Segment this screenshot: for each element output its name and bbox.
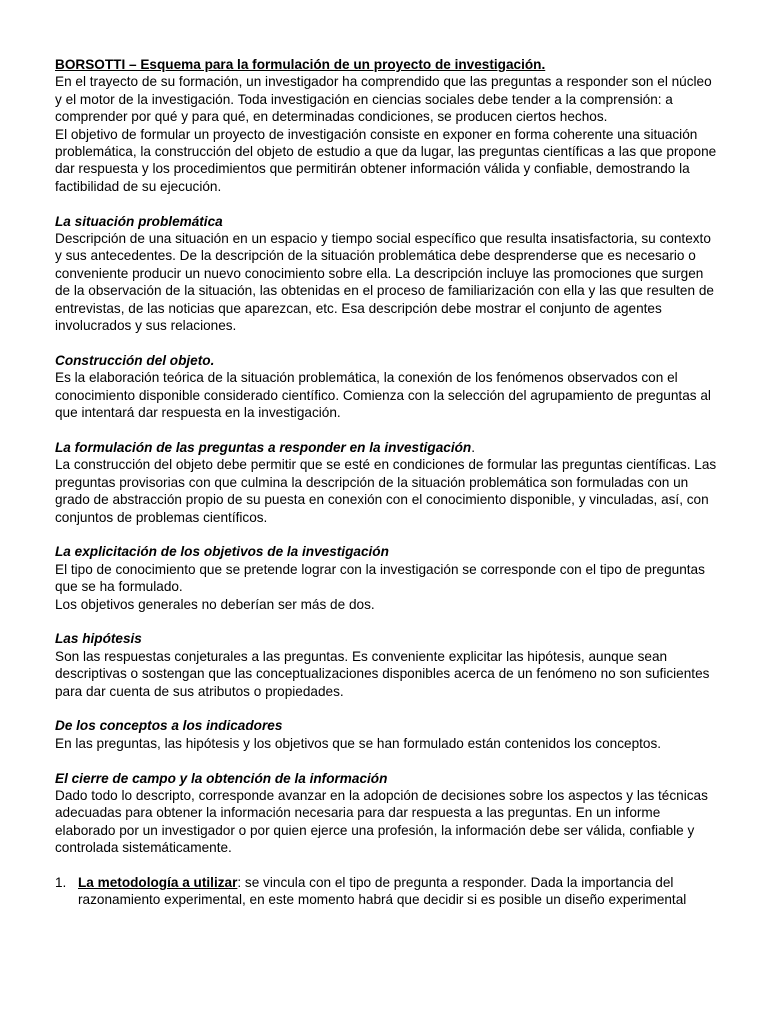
section-paragraph: La construcción del objeto debe permitir que se esté en condiciones de formular las preguntas científicas. Las preguntas provisorias con que culmina la descripción de la situación problemática son formuladas con un grado de abstracción propio de su puesta en conexión con el conocimiento disponible, y vinculadas, así, con conjuntos de problemas científicos. bbox=[55, 457, 717, 525]
spacer bbox=[55, 700, 720, 717]
document-page bbox=[55, 56, 720, 909]
spacer bbox=[55, 613, 720, 630]
section-heading: La explicitación de los objetivos de la investigación bbox=[55, 544, 389, 560]
section-paragraph: En las preguntas, las hipótesis y los objetivos que se han formulado están contenidos los conceptos. bbox=[55, 735, 662, 751]
section-paragraph: El tipo de conocimiento que se pretende lograr con la investigación se corresponde con el tipo de preguntas que se ha formulado. bbox=[55, 561, 705, 595]
list-item-label: La metodología a utilizar bbox=[78, 874, 238, 890]
section-hipotesis bbox=[55, 630, 720, 700]
section-construccion-objeto bbox=[55, 352, 720, 422]
spacer bbox=[55, 334, 720, 351]
spacer bbox=[55, 752, 720, 769]
list-item-text: : se vincula con el tipo de pregunta a responder. Dada la importancia del razonamiento experimental, en este momento habrá que decidir si es posible un diseño experimental bbox=[78, 874, 687, 908]
list-item-number: 1. bbox=[55, 874, 67, 890]
section-paragraph: Son las respuestas conjeturales a las preguntas. Es conveniente explicitar las hipótesis, aunque sean descriptivas o sostengan que las conceptualizaciones disponibles acerca de un fenómeno no son suficientes para dar cuenta de sus atributos o propiedades. bbox=[55, 648, 710, 699]
section-situacion-problematica bbox=[55, 213, 720, 335]
section-heading: La formulación de las preguntas a responder en la investigación. bbox=[55, 439, 476, 455]
document-title: BORSOTTI – Esquema para la formulación de un proyecto de investigación. bbox=[55, 57, 546, 72]
spacer bbox=[55, 857, 720, 874]
section-cierre-campo bbox=[55, 770, 720, 857]
section-heading: De los conceptos a los indicadores bbox=[55, 718, 283, 734]
intro-paragraph-2: El objetivo de formular un proyecto de investigación consiste en exponer en forma coherente una situación problemática, la construcción del objeto de estudio a que da lugar, las preguntas científicas a las que propone dar respuesta y los procedimientos que permitirán obtener información válida y confiable, demostrando la factibilidad de su ejecución. bbox=[55, 126, 717, 194]
section-paragraph: Es la elaboración teórica de la situación problemática, la conexión de los fenómenos observados con el conocimiento disponible considerado científico. Comienza con la selección del agrupamiento de preguntas al que intentará dar respuesta en la investigación. bbox=[55, 370, 711, 421]
section-formulacion-preguntas bbox=[55, 439, 720, 526]
section-objetivos bbox=[55, 543, 720, 613]
section-paragraph: Los objetivos generales no deberían ser más de dos. bbox=[55, 596, 375, 612]
section-paragraph: Descripción de una situación en un espacio y tiempo social específico que resulta insatisfactoria, su contexto y sus antecedentes. De la descripción de la situación problemática debe desprenderse que es necesario o conveniente producir un nuevo conocimiento sobre ella. La descripción incluye las promociones que surgen de la observación de la situación, las obtenidas en el proceso de familiarización con ella y las que resulten de entrevistas, de las noticias que aparezcan, etc. Esa descripción debe mostrar el conjunto de agentes involucrados y sus relaciones. bbox=[55, 231, 714, 334]
section-heading: Construcción del objeto. bbox=[55, 352, 215, 368]
section-heading: Las hipótesis bbox=[55, 631, 142, 647]
spacer bbox=[55, 526, 720, 543]
intro-paragraph-1: En el trayecto de su formación, un investigador ha comprendido que las preguntas a responder son el núcleo y el motor de la investigación. Toda investigación en ciencias sociales debe tender a la comprensión: a comprender por qué y para qué, en determinadas condiciones, se producen ciertos hechos. bbox=[55, 74, 712, 125]
section-heading: La situación problemática bbox=[55, 213, 223, 229]
section-heading: El cierre de campo y la obtención de la información bbox=[55, 770, 388, 786]
section-paragraph: Dado todo lo descripto, corresponde avanzar en la adopción de decisiones sobre los aspectos y las técnicas adecuadas para obtener la información necesaria para dar respuesta a las preguntas. En un informe elaborado por un investigador o por quien ejerce una profesión, la información debe ser válida, confiable y controlada sistemáticamente. bbox=[55, 787, 708, 856]
spacer bbox=[55, 422, 720, 439]
section-conceptos-indicadores bbox=[55, 717, 720, 752]
numbered-list bbox=[55, 874, 720, 909]
list-item bbox=[55, 874, 720, 909]
spacer bbox=[55, 195, 720, 212]
